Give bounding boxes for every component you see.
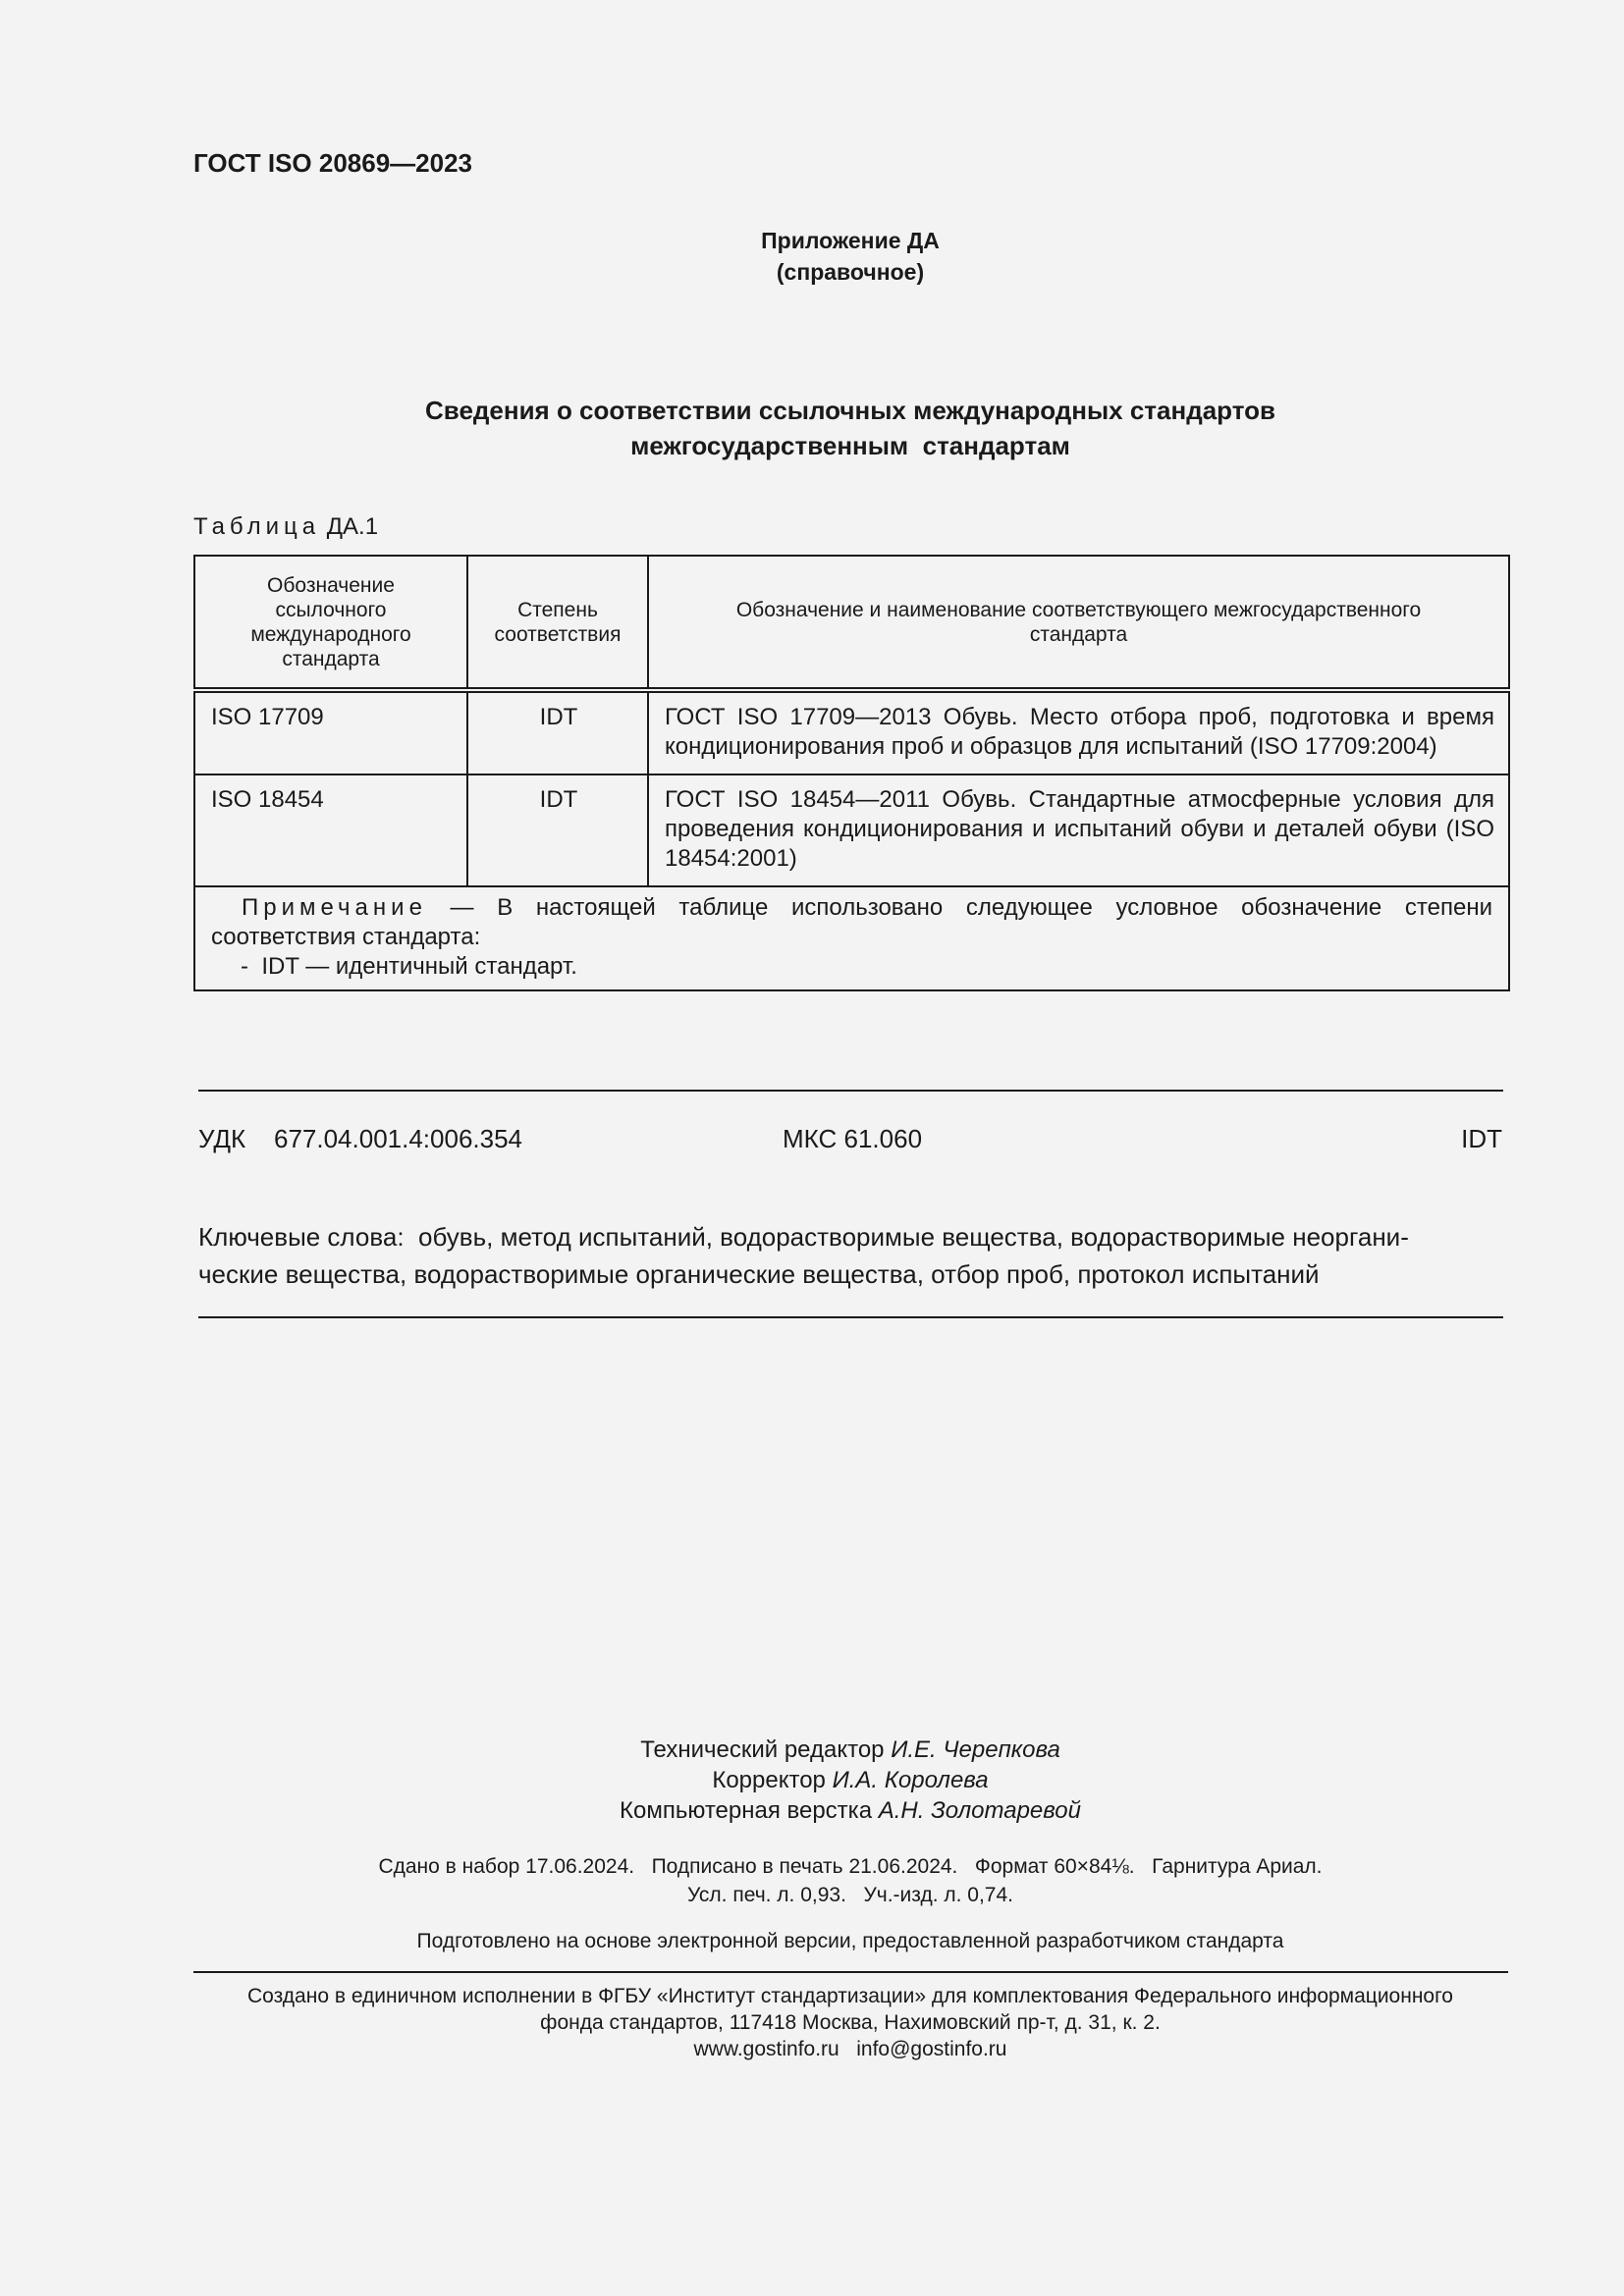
table-row bbox=[194, 690, 1509, 774]
table-label-prefix: Таблица bbox=[193, 513, 321, 540]
publication-line-1: Сдано в набор 17.06.2024. Подписано в печать 21.06.2024. Формат 60×84⅛. Гарнитура Ариал. bbox=[378, 1855, 1323, 1878]
editor-name: И.Е. Черепкова bbox=[891, 1736, 1060, 1763]
note-text: — В настоящей таблице использовано следующее условное обозначение степени соответствия стандарта: bbox=[211, 894, 1492, 950]
footer-line-2: фонда стандартов, 117418 Москва, Нахимовский пр-т, д. 31, к. 2. bbox=[540, 2011, 1161, 2034]
publication-line-2: Усл. печ. л. 0,93. Уч.-изд. л. 0,74. bbox=[686, 1884, 1013, 1906]
appendix-title: Приложение ДА bbox=[761, 228, 940, 253]
keywords bbox=[198, 1218, 1503, 1293]
table-note-row bbox=[194, 886, 1509, 990]
note-item: - IDT — идентичный стандарт. bbox=[241, 953, 577, 980]
udk-code: УДК 677.04.001.4:006.354 bbox=[198, 1124, 523, 1153]
header-degree: Степень соответствия bbox=[467, 556, 648, 690]
header-ref-standard: Обозначение ссылочного международного стандарта bbox=[194, 556, 467, 690]
note-label: Примечание bbox=[242, 894, 427, 921]
keywords-line-1: Ключевые слова: обувь, метод испытаний, водорастворимые вещества, водорастворимые неоргани- bbox=[198, 1222, 1409, 1252]
footer-line-1: Создано в единичном исполнении в ФГБУ «Институт стандартизации» для комплектования Федерального информационного bbox=[247, 1985, 1453, 2007]
cell-degree: IDT bbox=[467, 774, 648, 886]
mks-code: МКС 61.060 bbox=[783, 1124, 923, 1153]
editor-role: Технический редактор bbox=[640, 1736, 892, 1763]
appendix-heading bbox=[193, 225, 1507, 288]
editor-corrector bbox=[193, 1765, 1507, 1795]
cell-ref: ISO 17709 bbox=[194, 690, 467, 774]
publication-info bbox=[193, 1852, 1507, 1909]
editor-layout bbox=[193, 1795, 1507, 1826]
editor-role: Компьютерная верстка bbox=[620, 1797, 879, 1824]
divider-top bbox=[198, 1090, 1503, 1092]
prepared-note: Подготовлено на основе электронной версии, предоставленной разработчиком стандарта bbox=[416, 1930, 1284, 1952]
appendix-type: (справочное) bbox=[776, 259, 925, 285]
divider-bottom bbox=[198, 1316, 1503, 1318]
section-title bbox=[193, 393, 1507, 463]
footer bbox=[193, 1983, 1507, 2062]
section-title-line-1: Сведения о соответствии ссылочных международных стандартов bbox=[425, 396, 1275, 425]
degree-code: IDT bbox=[1461, 1124, 1502, 1153]
footer-website-link[interactable]: www.gostinfo.ru bbox=[693, 2038, 839, 2060]
editor-name: А.Н. Золотаревой bbox=[878, 1797, 1081, 1824]
cell-standard: ГОСТ ISO 18454—2011 Обувь. Стандартные атмосферные условия для проведения кондиционирования и испытаний обуви и деталей обуви (ISO 18454:2001) bbox=[648, 774, 1509, 886]
document-number: ГОСТ ISO 20869—2023 bbox=[193, 148, 473, 178]
cell-standard: ГОСТ ISO 17709—2013 Обувь. Место отбора проб, подготовка и время кондиционирования проб и образцов для испытаний (ISO 17709:2004) bbox=[648, 690, 1509, 774]
editor-name: И.А. Королева bbox=[832, 1767, 989, 1793]
header-interstate-standard: Обозначение и наименование соответствующего межгосударственного стандарта bbox=[648, 556, 1509, 690]
footer-divider bbox=[193, 1971, 1508, 1973]
section-title-line-2: межгосударственным стандартам bbox=[630, 431, 1070, 460]
footer-email-link[interactable]: info@gostinfo.ru bbox=[856, 2038, 1007, 2060]
editors-block bbox=[193, 1735, 1507, 1826]
footer-contacts bbox=[193, 2036, 1507, 2062]
editor-technical bbox=[193, 1735, 1507, 1765]
table-note bbox=[194, 886, 1509, 990]
table-header-row bbox=[194, 556, 1509, 690]
keywords-line-2: ческие вещества, водорастворимые органические вещества, отбор проб, протокол испытаний bbox=[198, 1259, 1320, 1289]
cell-degree: IDT bbox=[467, 690, 648, 774]
editor-role: Корректор bbox=[712, 1767, 833, 1793]
table-label bbox=[193, 513, 378, 541]
standards-table bbox=[193, 555, 1510, 991]
table-row bbox=[194, 774, 1509, 886]
table-label-number: ДА.1 bbox=[326, 513, 379, 540]
cell-ref: ISO 18454 bbox=[194, 774, 467, 886]
